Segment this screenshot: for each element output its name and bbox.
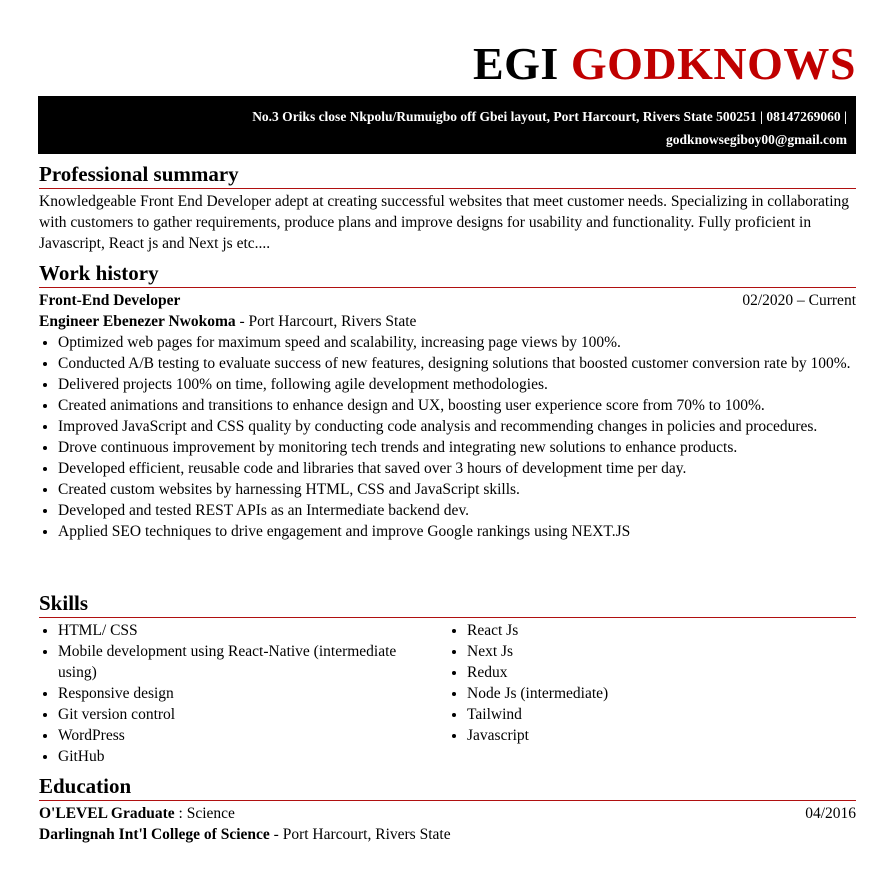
education-title: Education [39, 774, 856, 801]
skills-title: Skills [39, 591, 856, 618]
first-name: EGI [472, 38, 559, 89]
list-item: • Conducted A/B testing to evaluate success of new features, designing solutions that boosted customer conversion rate by 100%. [58, 353, 856, 374]
skills-columns [39, 620, 856, 767]
list-item: • WordPress [58, 725, 438, 746]
skills-column-left [39, 620, 448, 767]
skills-list-right [448, 620, 848, 746]
list-item: • Tailwind [467, 704, 838, 725]
education-field: : Science [174, 805, 235, 822]
list-item: • Applied SEO techniques to drive engagement and improve Google rankings using NEXT.JS [58, 521, 856, 542]
candidate-name [473, 36, 856, 92]
job-employer: Engineer Ebenezer Nwokoma [39, 313, 236, 330]
job-bullets [39, 332, 856, 542]
list-item: • HTML/ CSS [58, 620, 438, 641]
job-employer-line [39, 311, 856, 332]
list-item: • Redux [467, 662, 838, 683]
list-item: • Javascript [467, 725, 838, 746]
list-item: • Optimized web pages for maximum speed and scalability, increasing page views by 100%. [58, 332, 856, 353]
list-item: • Mobile development using React-Native (intermediate using) [58, 641, 438, 683]
work-history-section [39, 261, 856, 542]
list-item: • Delivered projects 100% on time, following agile development methodologies. [58, 374, 856, 395]
summary-text: Knowledgeable Front End Developer adept at creating successful websites that meet customer needs. Specializing in collaborating with customers to gather requirements, produce plans and improve designs for usability and functionality. Fully proficient in Javascript, React js and Next js etc.... [39, 193, 850, 252]
job-header [39, 290, 856, 311]
summary-section [39, 162, 856, 254]
list-item: • Developed and tested REST APIs as an Intermediate backend dev. [58, 500, 856, 521]
list-item: • Node Js (intermediate) [467, 683, 838, 704]
skills-column-right [448, 620, 848, 767]
education-location: - Port Harcourt, Rivers State [269, 826, 451, 843]
list-item: • Git version control [58, 704, 438, 725]
job-location: - Port Harcourt, Rivers State [235, 313, 417, 330]
list-item: • Developed efficient, reusable code and libraries that saved over 3 hours of development time per day. [58, 458, 856, 479]
skills-section [39, 591, 856, 767]
list-item: • Drove continuous improvement by monitoring tech trends and integrating new solutions to enhance products. [58, 437, 856, 458]
education-school-line [39, 824, 856, 845]
list-item: • Created custom websites by harnessing HTML, CSS and JavaScript skills. [58, 479, 856, 500]
skills-list-left [39, 620, 448, 767]
list-item: • Next Js [467, 641, 838, 662]
education-section [39, 774, 856, 845]
list-item: • Responsive design [58, 683, 438, 704]
contact-email: godknowsegiboy00@gmail.com [666, 132, 847, 147]
contact-address-phone: No.3 Oriks close Nkpolu/Rumuigbo off Gbei layout, Port Harcourt, Rivers State 500251 | 08147269060 | [252, 109, 847, 124]
contact-bar [38, 96, 856, 154]
job-dates: 02/2020 – Current [742, 292, 856, 309]
job-title: Front-End Developer [39, 292, 181, 309]
education-degree: O'LEVEL Graduate [39, 805, 175, 822]
work-history-title: Work history [39, 261, 856, 288]
list-item: • Created animations and transitions to enhance design and UX, boosting user experience score from 70% to 100%. [58, 395, 856, 416]
last-name: GODKNOWS [570, 38, 856, 89]
education-school: Darlingnah Int'l College of Science [39, 826, 270, 843]
list-item: • React Js [467, 620, 838, 641]
list-item: • GitHub [58, 746, 438, 767]
education-header [39, 803, 856, 824]
education-date: 04/2016 [805, 805, 856, 822]
list-item: • Improved JavaScript and CSS quality by conducting code analysis and recommending changes in policies and procedures. [58, 416, 856, 437]
summary-title: Professional summary [39, 162, 856, 189]
